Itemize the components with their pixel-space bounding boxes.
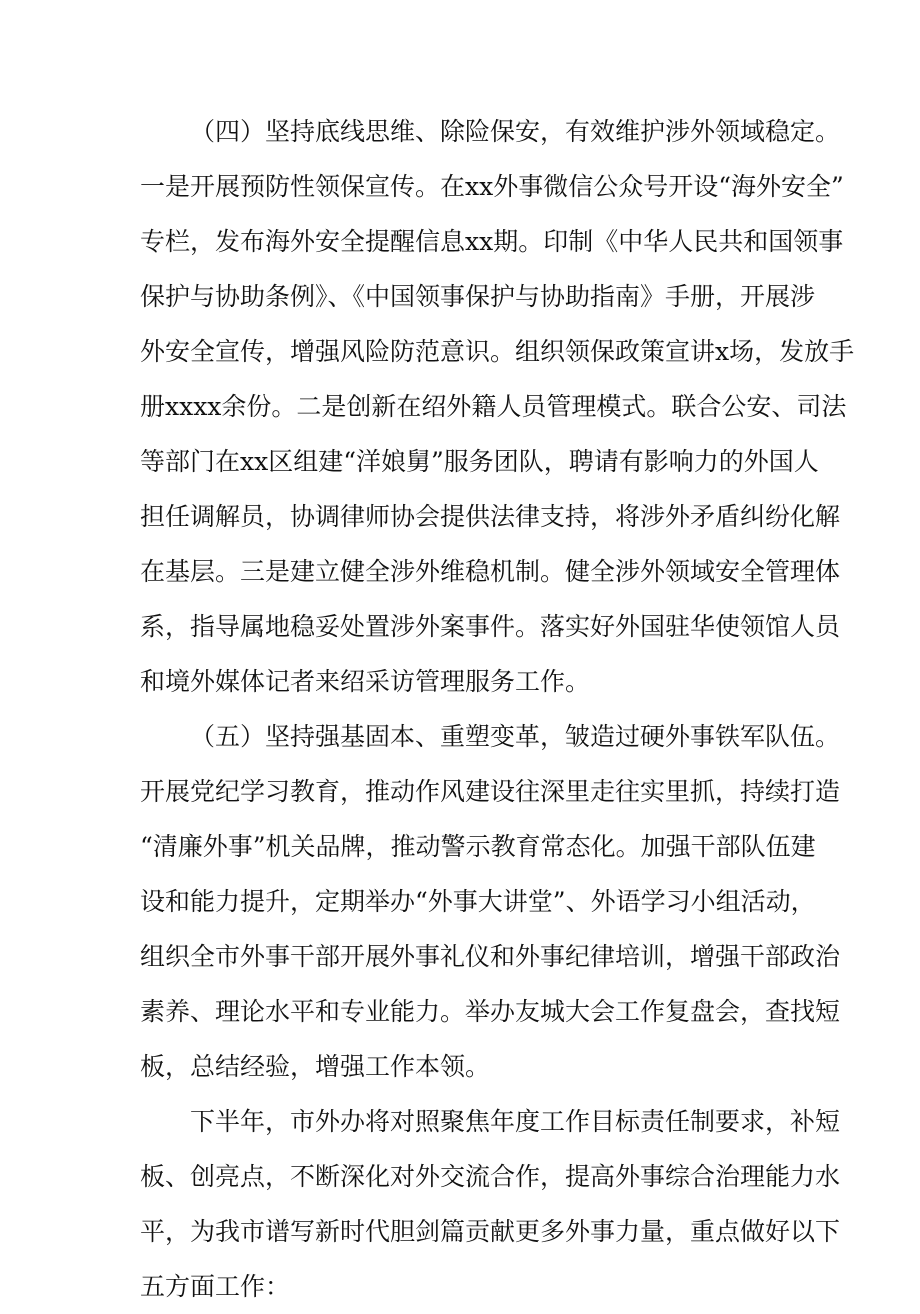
paragraph-line: （五）坚持强基固本、重塑变革，皱造过硬外事铁军队伍。 (190, 722, 841, 751)
paragraph-line: 下半年，市外办将对照聚焦年度工作目标责任制要求，补短 (190, 1107, 841, 1136)
paragraph-line: 板，总结经验，增强工作本领。 (140, 1052, 491, 1081)
paragraph-section-5 (140, 709, 841, 1094)
paragraph-line: 五方面工作： (140, 1272, 291, 1301)
paragraph-line: 一是开展预防性领保宣传。在xx外事微信公众号开设“海外安全” (140, 172, 844, 201)
paragraph-line: “清廉外事”机关品牌，推动警示教育常态化。加强干部队伍建 (140, 832, 816, 861)
paragraph-line: 系，指导属地稳妥处置涉外案事件。落实好外国驻华使领馆人员 (140, 612, 841, 641)
paragraph-section-4 (140, 104, 855, 709)
paragraph-line: 册xxxx余份。二是创新在绍外籍人员管理模式。联合公安、司法 (140, 392, 847, 421)
paragraph-line: 外安全宣传，增强风险防范意识。组织领保政策宣讲x场，发放手 (140, 337, 855, 366)
paragraph-line: 在基层。三是建立健全涉外维稳机制。健全涉外领域安全管理体 (140, 557, 841, 586)
paragraph-line: 专栏，发布海外安全提醒信息xx期。印制《中华人民共和国领事 (140, 227, 844, 256)
paragraph-line: 平，为我市谱写新时代胆剑篇贡献更多外事力量，重点做好以下 (140, 1217, 841, 1246)
paragraph-second-half-plan (140, 1094, 841, 1314)
paragraph-line: 开展党纪学习教育，推动作风建设往深里走往实里抓，持续打造 (140, 777, 841, 806)
paragraph-line: 板、创亮点，不断深化对外交流合作，提高外事综合治理能力水 (140, 1162, 841, 1191)
paragraph-line: 素养、理论水平和专业能力。举办友城大会工作复盘会，查找短 (140, 997, 841, 1026)
paragraph-line: 和境外媒体记者来绍采访管理服务工作。 (140, 667, 591, 696)
paragraph-line: 担任调解员，协调律师协会提供法律支持，将涉外矛盾纠纷化解 (140, 502, 841, 531)
paragraph-line: 保护与协助条例》、《中国领事保护与协助指南》手册，开展涉 (140, 282, 816, 311)
paragraph-line: 组织全市外事干部开展外事礼仪和外事纪律培训，增强干部政治 (140, 942, 841, 971)
document-body (140, 104, 855, 1314)
paragraph-line: 设和能力提升，定期举办“外事大讲堂”、外语学习小组活动， (140, 887, 816, 916)
paragraph-line: （四）坚持底线思维、除险保安，有效维护涉外领域稳定。 (190, 117, 841, 146)
paragraph-line: 等部门在xx区组建“洋娘舅”服务团队，聘请有影响力的外国人 (140, 447, 819, 476)
